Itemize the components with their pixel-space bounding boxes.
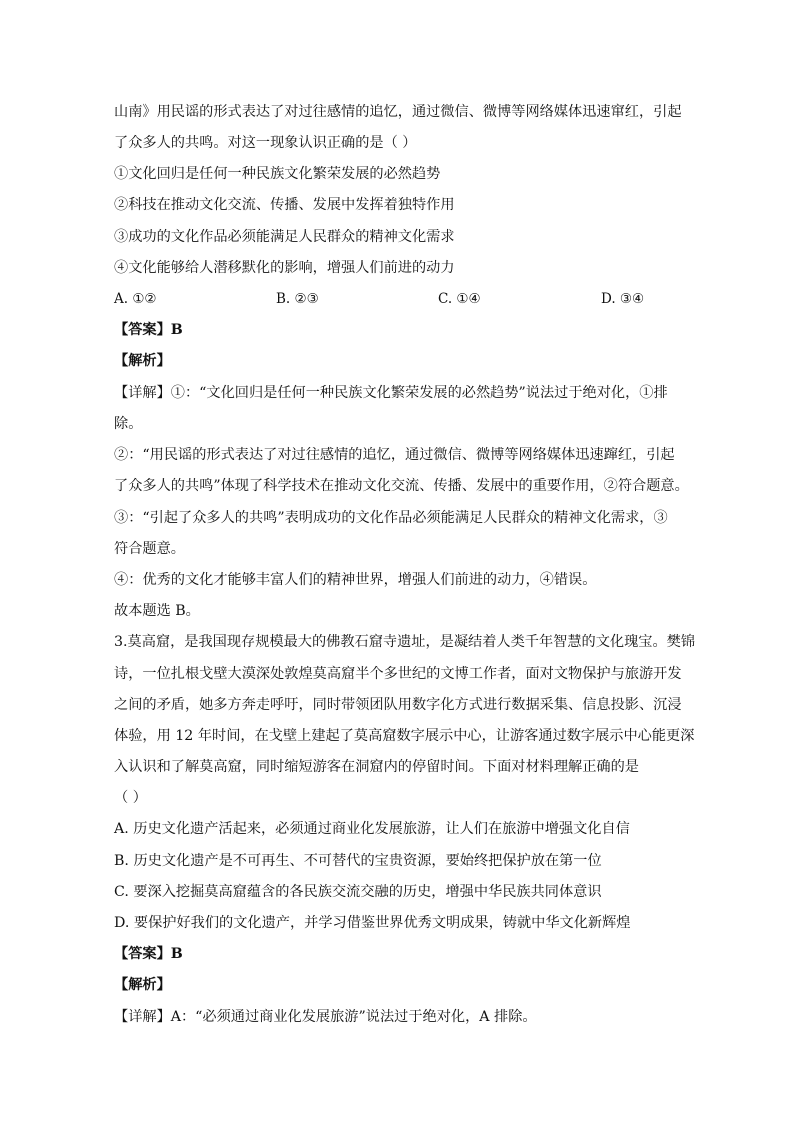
- q3-stem-line-2: 诗，一位扎根戈壁大漠深处敦煌莫高窟半个多世纪的文博工作者，面对文物保护与旅游开发: [114, 666, 682, 682]
- q2-detail-line-6: 符合题意。: [114, 541, 185, 557]
- q2-option-d: D. ③④: [601, 291, 645, 307]
- q2-item-4: ④文化能够给人潜移默化的影响，增强人们前进的动力: [114, 260, 455, 276]
- q2-detail-line-1: 【详解】①：“文化回归是任何一种民族文化繁荣发展的必然趋势”说法过于绝对化，①排: [114, 385, 668, 401]
- q3-stem-line-3: 之间的矛盾，她多方奔走呼吁，同时带领团队用数字化方式进行数据采集、信息投影、沉浸: [114, 697, 682, 713]
- q3-answer-label: 【答案】B: [114, 946, 183, 962]
- q3-option-c: C. 要深入挖掘莫高窟蕴含的各民族交流交融的历史，增强中华民族共同体意识: [114, 884, 602, 900]
- q3-analysis-label: 【解析】: [114, 977, 171, 993]
- q3-stem-line-6: （ ）: [114, 790, 147, 806]
- q2-stem-line-1: 山南》用民谣的形式表达了对过往感情的追忆，通过微信、微博等网络媒体迅速窜红，引起: [114, 104, 682, 120]
- q3-detail-line-1: 【详解】A：“必须通过商业化发展旅游”说法过于绝对化，A 排除。: [114, 1009, 537, 1025]
- q2-detail-line-4: 了众多人的共鸣”体现了科学技术在推动文化交流、传播、发展中的重要作用，②符合题意。: [114, 478, 689, 494]
- q3-stem-line-5: 入认识和了解莫高窟，同时缩短游客在洞窟内的停留时间。下面对材料理解正确的是: [114, 759, 639, 775]
- q2-options-row: [114, 289, 694, 309]
- q2-item-2: ②科技在推动文化交流、传播、发展中发挥着独特作用: [114, 197, 455, 213]
- q2-answer-label: 【答案】B: [114, 322, 183, 338]
- q2-detail-line-7: ④：优秀的文化才能够丰富人们的精神世界，增强人们前进的动力，④错误。: [114, 572, 597, 588]
- q2-option-c: C. ①④: [438, 291, 481, 307]
- q2-analysis-label: 【解析】: [114, 353, 171, 369]
- q2-detail-line-5: ③：“引起了众多人的共鸣”表明成功的文化作品必须能满足人民群众的精神文化需求，③: [114, 510, 668, 526]
- q3-stem-line-4: 体验，用 12 年时间，在戈壁上建起了莫高窟数字展示中心，让游客通过数字展示中心能更深: [114, 728, 695, 744]
- q3-option-a: A. 历史文化遗产活起来，必须通过商业化发展旅游，让人们在旅游中增强文化自信: [114, 821, 630, 837]
- q2-item-3: ③成功的文化作品必须能满足人民群众的精神文化需求: [114, 229, 455, 245]
- q3-option-b: B. 历史文化遗产是不可再生、不可替代的宝贵资源，要始终把保护放在第一位: [114, 853, 602, 869]
- q2-option-b: B. ②③: [276, 291, 319, 307]
- q2-item-1: ①文化回归是任何一种民族文化繁荣发展的必然趋势: [114, 166, 441, 182]
- q2-conclusion: 故本题选 B。: [114, 603, 200, 619]
- q3-stem-line-1: 3.莫高窟，是我国现存规模最大的佛教石窟寺遗址，是凝结着人类千年智慧的文化瑰宝。樊锦: [114, 634, 696, 650]
- q2-detail-line-2: 除。: [114, 416, 143, 432]
- q2-option-a: A. ①②: [114, 291, 157, 307]
- q2-detail-line-3: ②：“用民谣的形式表达了对过往感情的追忆，通过微信、微博等网络媒体迅速蹿红，引起: [114, 447, 675, 463]
- q2-stem-line-2: 了众多人的共鸣。对这一现象认识正确的是（ ）: [114, 135, 417, 151]
- q3-option-d: D. 要保护好我们的文化遗产，并学习借鉴世界优秀文明成果，铸就中华文化新辉煌: [114, 915, 631, 931]
